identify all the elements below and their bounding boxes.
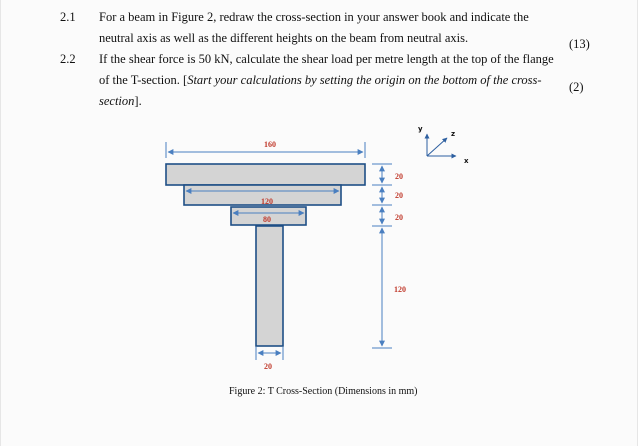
dim-label-80: 80 xyxy=(263,215,271,224)
flange-top xyxy=(166,164,365,185)
question-2-2-line-2-plain: of the T-section. [ xyxy=(99,73,188,87)
question-2-2-instruction-italic-end: section xyxy=(99,94,135,108)
axes-icon xyxy=(418,125,469,165)
dim-label-160: 160 xyxy=(264,140,276,149)
dim-label-h2: 20 xyxy=(395,191,403,200)
question-number-2-1: 2.1 xyxy=(60,10,76,24)
question-2-1-line-1: For a beam in Figure 2, redraw the cross-section in your answer book and indicate the xyxy=(99,10,529,24)
dim-label-h3: 20 xyxy=(395,213,403,222)
web xyxy=(256,226,283,346)
axis-label-x: x xyxy=(464,157,469,165)
question-2-1-line-2: neutral axis as well as the different heights on the beam from neutral axis. xyxy=(99,31,469,45)
dim-label-h1: 20 xyxy=(395,172,403,181)
dim-label-120: 120 xyxy=(261,197,273,206)
figure-caption: Figure 2: T Cross-Section (Dimensions in mm) xyxy=(229,386,418,397)
question-2-2-marks: (2) xyxy=(569,80,584,94)
dim-label-web-width: 20 xyxy=(264,362,272,371)
axis-label-z: z xyxy=(451,130,456,138)
axis-label-y: y xyxy=(418,125,423,133)
question-2-2-line-1: If the shear force is 50 kN, calculate the shear load per metre length at the top of the flange xyxy=(99,52,554,66)
dim-label-web-height: 120 xyxy=(394,285,406,294)
question-2-1-marks: (13) xyxy=(569,37,590,51)
question-2-2-instruction-italic: Start your calculations by setting the origin on the bottom of the cross- xyxy=(187,73,542,87)
question-2-2-line-3-plain: ]. xyxy=(134,94,142,108)
question-number-2-2: 2.2 xyxy=(60,52,76,66)
